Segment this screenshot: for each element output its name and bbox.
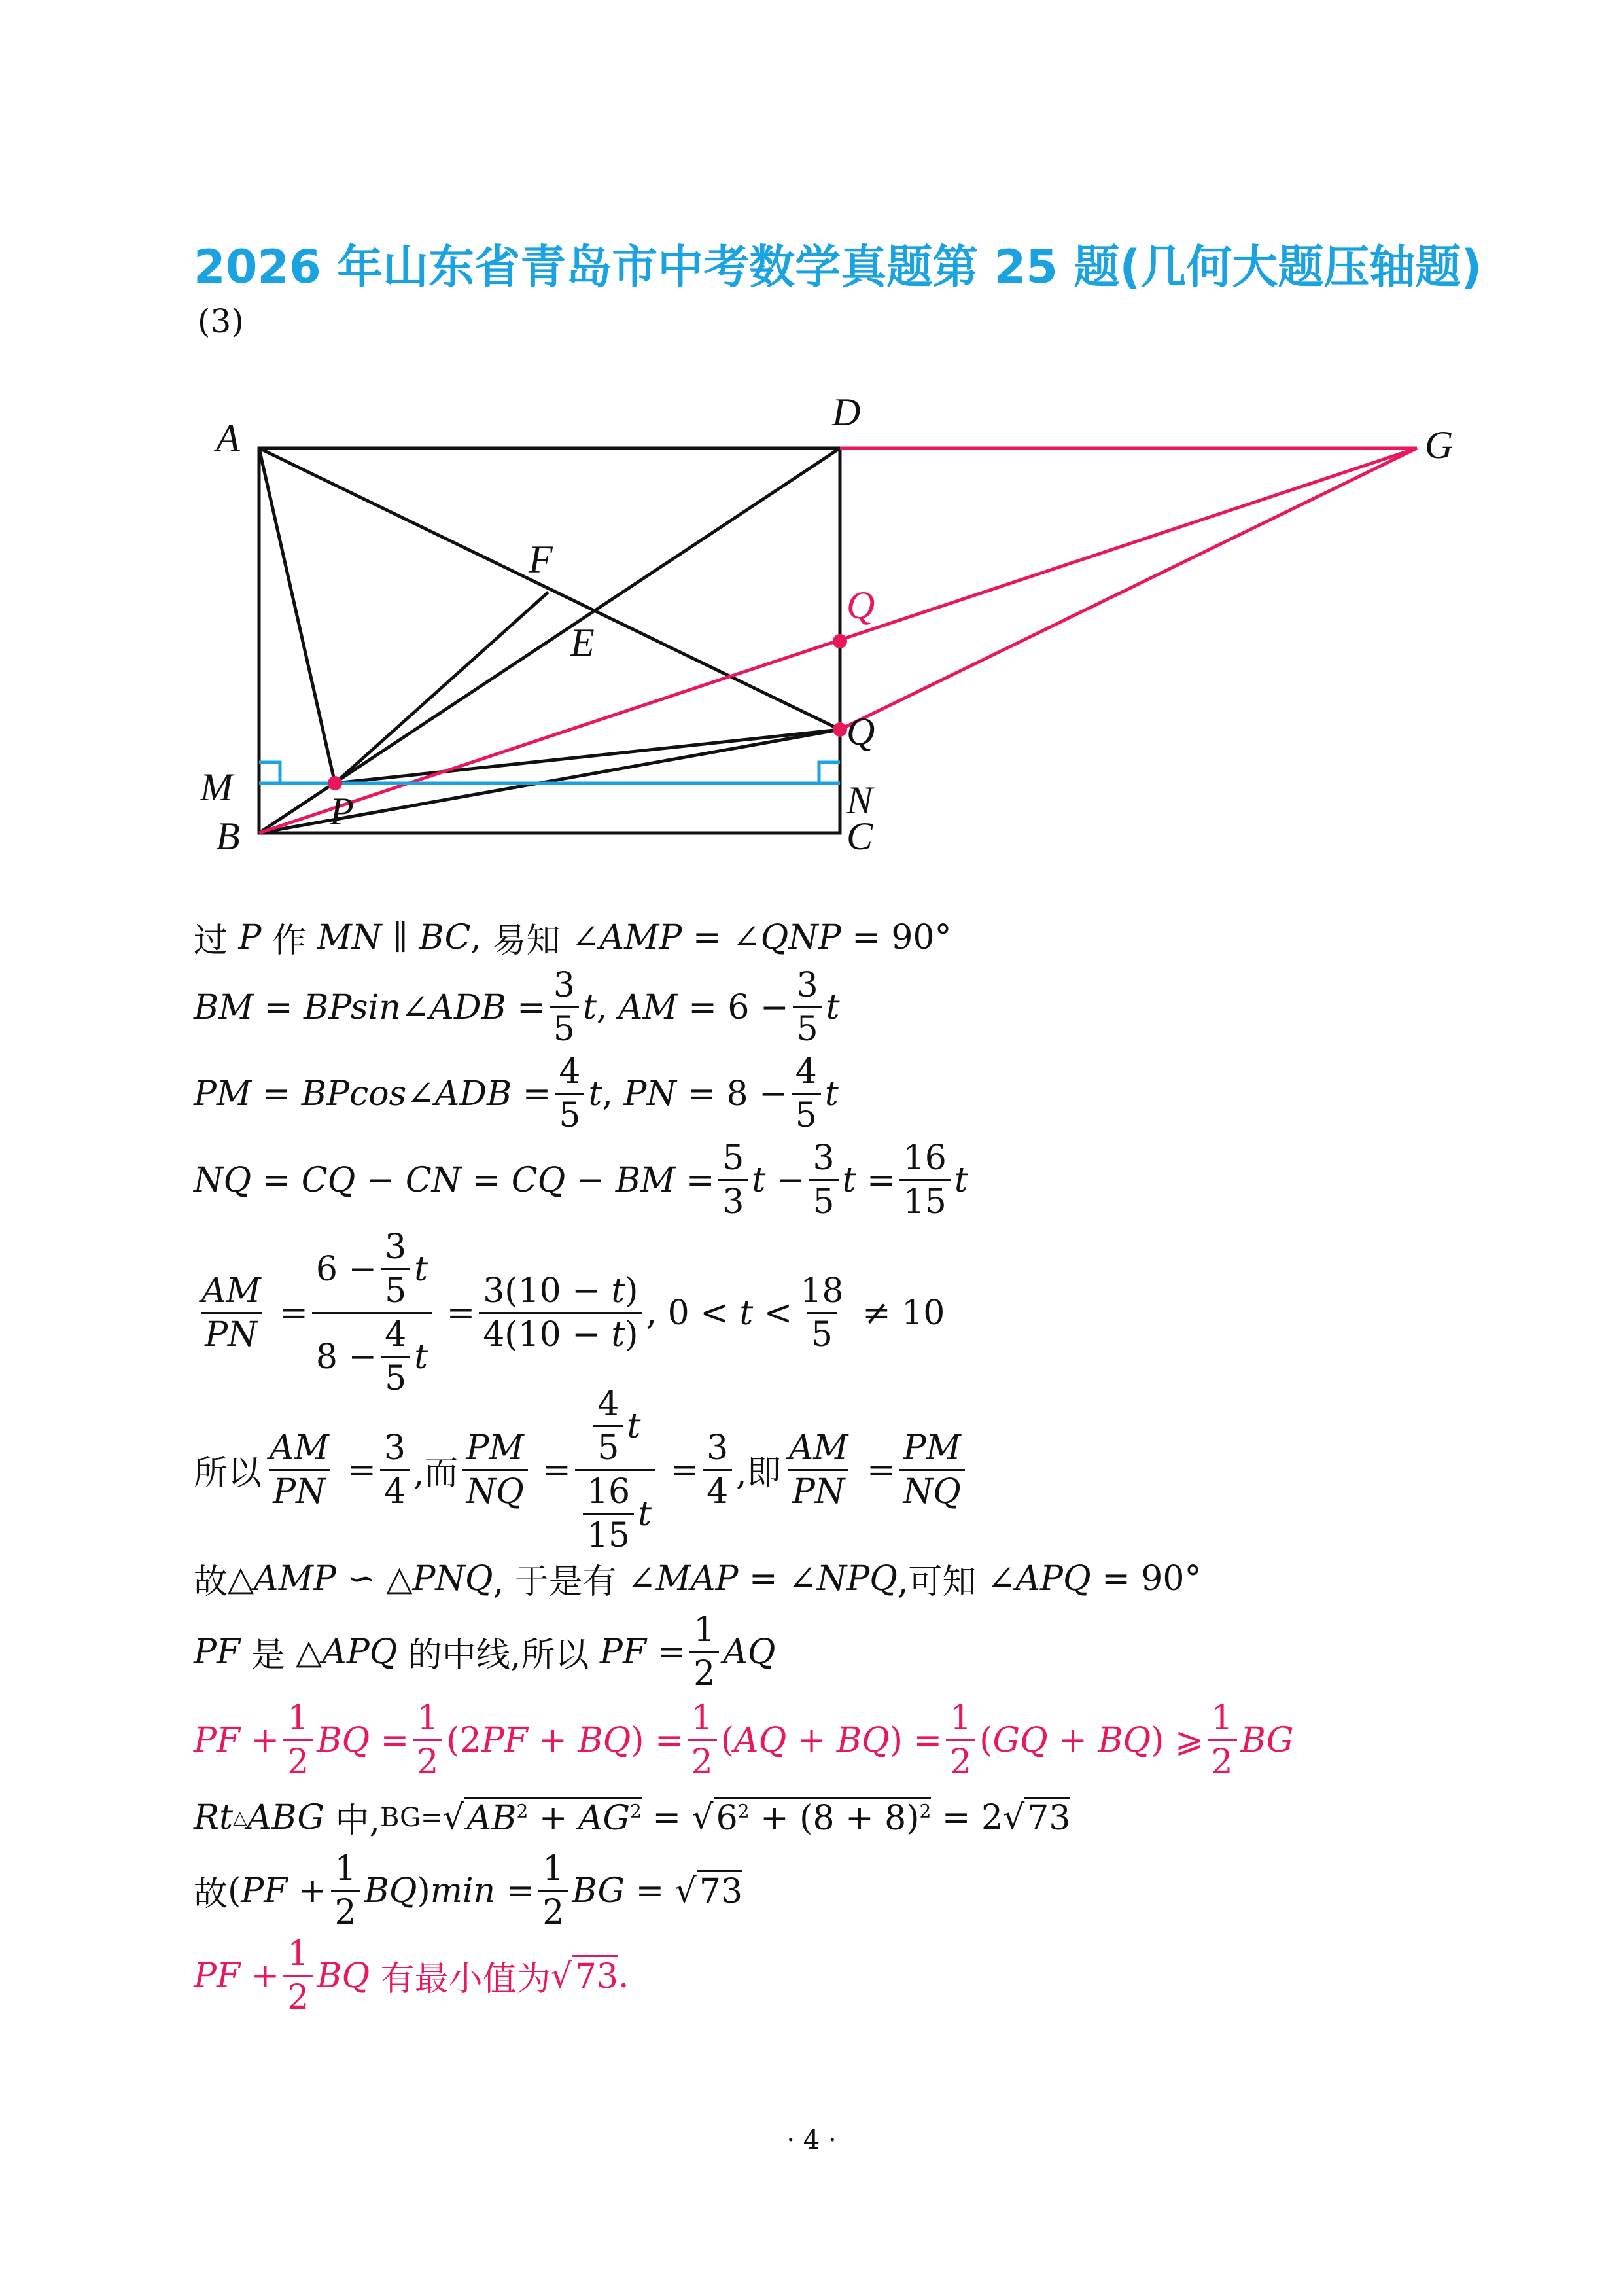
label-a: A [216,417,240,460]
label-q2: Q [846,710,875,753]
label-e: E [570,621,595,664]
label-c: C [846,815,873,858]
segment-ap [259,448,335,783]
label-g: G [1425,423,1454,467]
point-q1 [833,634,847,648]
point-p [328,776,342,790]
page-number: · 4 · [786,2125,837,2155]
step-9: PF + $\frac{1}{2}$ BQ = $\frac{1}{2}$ (2 PF + BQ ) = $\frac{1}{2}$ ( AQ + BQ ) = $\frac{1}{2}$ ( GQ + BQ ) ⩾ $\frac{1}{2}$ BG [194,1699,1294,1782]
step-5: $\frac{AM}{PN}$ = 6 − $\frac{3}{5}$ t 8 − $\frac{4}{5}$ t = $\frac{3(10 - t)}{4(10 - t)}$ , 0 < t < $\frac{18}{5}$ ≠ 10 [201,1227,945,1398]
part-label: (3) [198,302,244,340]
page-title: 2026 年山东省青岛市中考数学真题第 25 题(几何大题压轴题) [194,240,1482,294]
step-7: 故 △ AMP ∽ △ PNQ , 于是有 ∠ MAP = ∠ NPQ ,可知 ∠ APQ = 90° [194,1559,1202,1602]
step-11: 故 ( PF + $\frac{1}{2}$ BQ ) min = $\frac{1}{2}$ BG = √ 73 [194,1849,743,1932]
segment-gq [840,448,1417,730]
step-8: PF 是 △ APQ 的中线,所以 PF = $\frac{1}{2}$ AQ [194,1610,776,1693]
label-b: B [216,815,240,858]
right-angle-m [259,762,280,783]
step-10: Rt △ ABG 中, BG= √ $AB^2 + AG^2$ = √ $6^2 + (8 + 8)^2$ = 2√ 73 [194,1797,1071,1841]
step-3: PM = BPcos ∠ ADB = $\frac{4}{5}$ t , PN = 8 − $\frac{4}{5}$ t [194,1052,839,1135]
label-m: M [200,766,233,809]
label-f: F [529,538,553,581]
label-q1: Q [846,584,875,627]
geometry-figure [0,366,1623,890]
label-p: P [330,790,354,833]
label-d: D [832,391,861,434]
step-12: PF + $\frac{1}{2}$ BQ 有最小值为 √ 73 . [194,1934,629,2017]
step-1: 过 P 作 MN ∥ BC , 易知 ∠ AMP = ∠ QNP = 90° [194,917,952,961]
label-n: N [846,779,873,822]
step-6: 所以 $\frac{AM}{PN}$ = $\frac{3}{4}$ ,而 $\frac{PM}{NQ}$ = $\frac{4}{5}$ t $\frac{16}{15}$ t = $\frac{3}{4}$ ,即 $\frac{AM}{PN}$ = $\frac{PM}{NQ}$ [194,1387,969,1553]
segment-pf [335,592,548,783]
point-q2 [833,722,847,737]
step-2: BM = BPsin ∠ ADB = $\frac{3}{5}$ t , AM = 6 − $\frac{3}{5}$ t [194,966,840,1049]
step-4: NQ = CQ − CN = CQ − BM = $\frac{5}{3}$ t − $\frac{3}{5}$ t = $\frac{16}{15}$ t [194,1139,968,1222]
right-angle-n [819,762,840,783]
diagonal-ac [259,448,840,730]
